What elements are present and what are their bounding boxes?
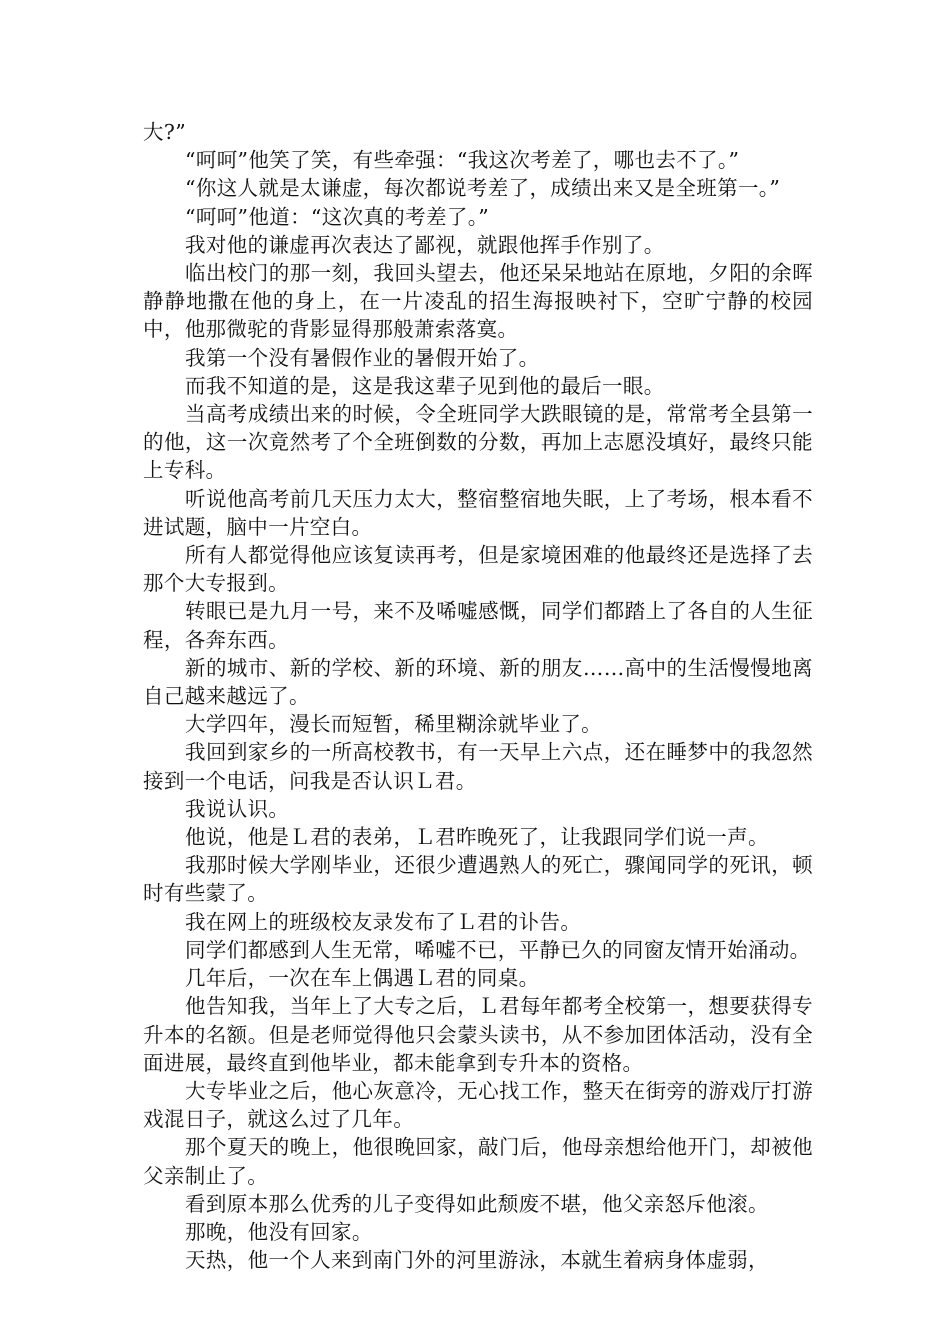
paragraph: 天热，他一个人来到南门外的河里游泳，本就生着病身体虚弱， [185,1248,769,1273]
document-body [143,118,813,1274]
paragraph: 我对他的谦虚再次表达了鄙视，就跟他挥手作别了。 [185,232,665,257]
paragraph: 我回到家乡的一所高校教书，有一天早上六点，还在睡梦中的我忽然接到一个电话，问我是否认识Ｌ君。 [143,740,813,793]
paragraph: 大?” [143,120,187,144]
paragraph: 我第一个没有暑假作业的暑假开始了。 [185,345,540,370]
paragraph: 我在网上的班级校友录发布了Ｌ君的讣告。 [185,909,582,934]
paragraph: “呵呵”他笑了笑，有些牵强：“我这次考差了，哪也去不了。” [185,148,740,173]
paragraph: 他说，他是Ｌ君的表弟，Ｌ君昨晚死了，让我跟同学们说一声。 [185,825,769,850]
paragraph: “你这人就是太谦虚，每次都说考差了，成绩出来又是全班第一。” [185,176,781,201]
paragraph: 当高考成绩出来的时候，令全班同学大跌眼镜的是，常常考全县第一的他，这一次竟然考了个全班倒数的分数，再加上志愿没填好，最终只能上专科。 [143,402,813,483]
paragraph: 我那时候大学刚毕业，还很少遭遇熟人的死亡，骤闻同学的死讯，顿时有些蒙了。 [143,853,813,906]
paragraph: “呵呵”他道：“这次真的考差了。” [185,204,490,229]
paragraph: 我说认识。 [185,796,290,821]
paragraph: 看到原本那么优秀的儿子变得如此颓废不堪，他父亲怒斥他滚。 [185,1191,769,1216]
paragraph: 大专毕业之后，他心灰意冷，无心找工作，整天在街旁的游戏厅打游戏混日子，就这么过了几年。 [143,1078,813,1132]
paragraph: 几年后，一次在车上偶遇Ｌ君的同桌。 [185,966,540,991]
paragraph: 新的城市、新的学校、新的环境、新的朋友……高中的生活慢慢地离自己越来越远了。 [143,655,813,709]
paragraph: 同学们都感到人生无常，唏嘘不已，平静已久的同窗友情开始涌动。 [185,937,811,962]
paragraph: 而我不知道的是，这是我这辈子见到他的最后一眼。 [185,373,665,398]
paragraph: 那个夏天的晚上，他很晚回家，敲门后，他母亲想给他开门，却被他父亲制止了。 [143,1135,813,1188]
paragraph: 大学四年，漫长而短暂，稀里糊涂就毕业了。 [185,712,603,737]
paragraph: 听说他高考前几天压力太大，整宿整宿地失眠，上了考场，根本看不进试题，脑中一片空白。 [143,486,813,539]
paragraph: 他告知我，当年上了大专之后，Ｌ君每年都考全校第一，想要获得专升本的名额。但是老师觉得他只会蒙头读书，从不参加团体活动，没有全面进展，最终直到他毕业，都未能拿到专升本的资格。 [143,994,813,1075]
paragraph: 那晚，他没有回家。 [185,1219,373,1244]
paragraph: 转眼已是九月一号，来不及唏嘘感慨，同学们都踏上了各自的人生征程，各奔东西。 [143,599,813,652]
paragraph: 临出校门的那一刻，我回头望去，他还呆呆地站在原地，夕阳的余晖静静地撒在他的身上，在一片凌乱的招生海报映衬下，空旷宁静的校园中，他那微驼的背影显得那般萧索落寞。 [143,261,813,342]
paragraph: 所有人都觉得他应该复读再考，但是家境困难的他最终还是选择了去那个大专报到。 [143,543,813,596]
